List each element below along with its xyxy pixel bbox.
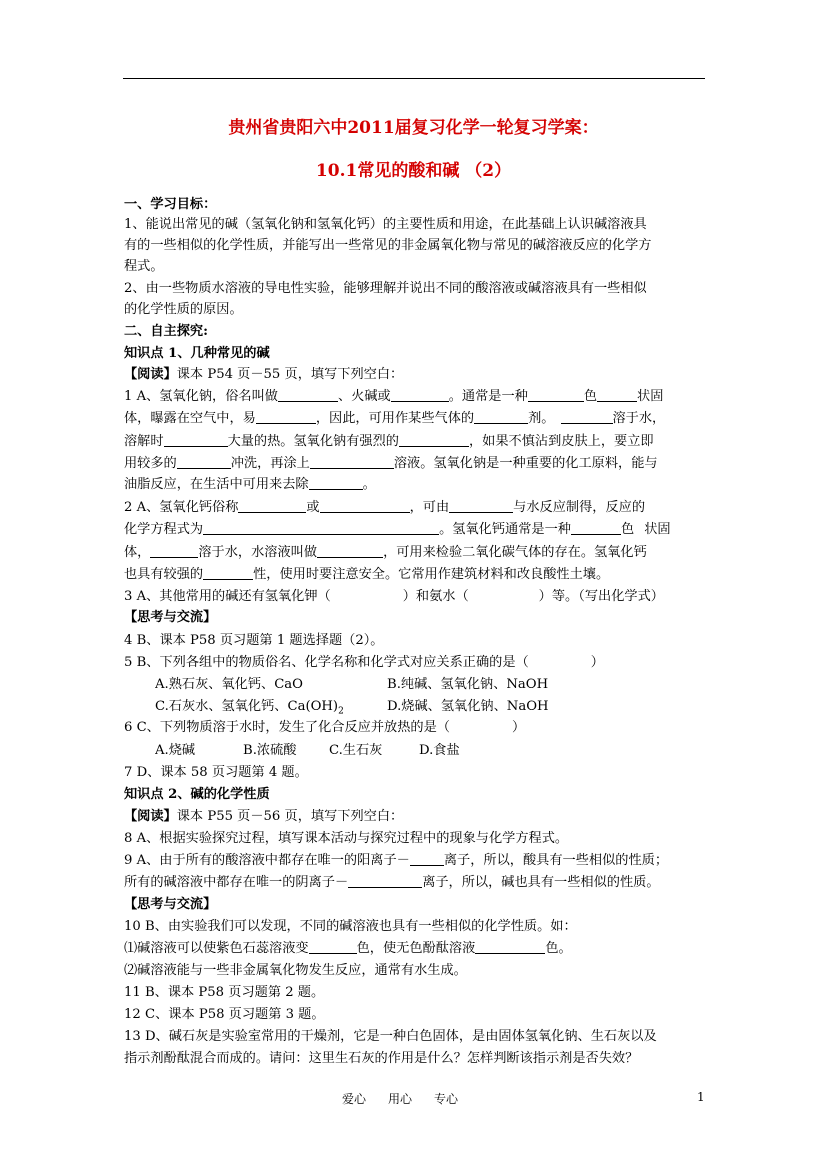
question-1-line-1: 1 A、氢氧化钠，俗名叫做 、火碱或 。通常是一种 色 状固 — [124, 389, 664, 404]
answer-blank[interactable] — [475, 941, 545, 954]
answer-blank[interactable] — [203, 522, 439, 535]
option-c[interactable]: C.石灰水、氢氧化钙、$Ca(OH)_2$ — [155, 699, 344, 717]
section-heading-goals: 一、学习目标： — [124, 197, 217, 212]
option-d[interactable]: D.食盐 — [419, 743, 460, 758]
answer-blank[interactable] — [238, 500, 306, 513]
answer-blank[interactable] — [410, 853, 444, 866]
option-d[interactable]: D.烧碱、氢氧化钠、NaOH — [387, 699, 549, 714]
question-2-line-2: 化学方程式为 。氢氧化钙通常是一种 色 状固 — [124, 522, 671, 537]
goal-line-5: 的化学性质的原因。 — [124, 302, 243, 317]
question-4: 4 B、课本 P58 页习题第 1 题选择题（2）。 — [124, 633, 384, 648]
answer-blank[interactable] — [348, 875, 422, 888]
answer-blank[interactable] — [164, 434, 228, 447]
question-9-line-2: 所有的碱溶液中都存在唯一的阴离子－ 离子，所以，碱也具有一些相似的性质。 — [124, 875, 660, 890]
section-heading-explore: 二、自主探究: — [124, 324, 208, 339]
think-tag-2: 【思考与交流】 — [124, 897, 217, 912]
question-3: 3 A、其他常用的碱还有氢氧化钾（ ）和氨水（ ）等。（写出化学式） — [124, 589, 664, 604]
read-tag: 【阅读】 — [124, 367, 177, 382]
question-1-line-3: 溶解时 大量的热。氢氧化钠有强烈的 ，如果不慎沾到皮肤上，要立即 — [124, 434, 654, 449]
answer-blank[interactable] — [309, 477, 363, 490]
question-12: 12 C、课本 P58 页习题第 3 题。 — [124, 1007, 325, 1022]
goal-line-3: 程式。 — [124, 259, 164, 274]
answer-blank[interactable] — [177, 456, 231, 469]
question-7: 7 D、课本 58 页习题第 4 题。 — [124, 765, 308, 780]
document-subtitle: 10.1常见的酸和碱 （2） — [315, 161, 512, 181]
question-10-stem: 10 B、由实验我们可以发现，不同的碱溶液也具有一些相似的化学性质。如： — [124, 919, 577, 934]
read-line-1: 【阅读】课本 P54 页－55 页，填写下列空白： — [124, 367, 404, 382]
question-1-line-4: 用较多的 冲洗，再涂上 溶液。氢氧化钠是一种重要的化工原料，能与 — [124, 456, 658, 471]
option-b[interactable]: B.纯碱、氢氧化钠、NaOH — [387, 677, 549, 692]
question-5-options-2 — [155, 695, 739, 717]
knowledge-point-1: 知识点 1、几种常见的碱 — [124, 346, 270, 361]
question-9-line-1: 9 A、由于所有的酸溶液中都存在唯一的阳离子－ 离子，所以，酸具有一些相似的性质； — [124, 853, 669, 868]
answer-blank[interactable] — [399, 434, 469, 447]
question-13-line-1: 13 D、碱石灰是实验室常用的干燥剂，它是一种白色固体，是由固体氢氧化钠、生石灰以及 — [124, 1029, 657, 1044]
question-2-line-1: 2 A、氢氧化钙俗称 或 ，可由 与水反应制得，反应的 — [124, 500, 646, 515]
answer-blank[interactable] — [449, 500, 513, 513]
option-c[interactable]: C.生石灰 — [329, 743, 383, 758]
answer-blank[interactable] — [571, 522, 621, 535]
question-6-stem: 6 C、下列物质溶于水时，发生了化合反应并放热的是（ ） — [124, 720, 526, 735]
option-a[interactable]: A.烧碱 — [155, 743, 196, 758]
question-6-options — [155, 739, 739, 758]
question-1-line-2: 体，曝露在空气中，易 ，因此，可用作某些气体的 剂。 溶于水， — [124, 411, 666, 426]
answer-blank[interactable] — [310, 456, 394, 469]
think-tag: 【思考与交流】 — [124, 610, 217, 625]
question-5-options-1 — [155, 673, 739, 692]
answer-blank[interactable] — [320, 500, 410, 513]
answer-blank[interactable] — [203, 567, 253, 580]
goal-line-2: 有的一些相似的化学性质，并能写出一些常见的非金属氧化物与常见的碱溶液反应的化学方 — [124, 238, 652, 253]
question-2-line-3: 体， 溶于水，水溶液叫做 ，可用来检验二氧化碳气体的存在。氢氧化钙 — [124, 545, 647, 560]
footer-motto: 爱心 用心 专心 — [342, 1092, 459, 1106]
document-title: 贵州省贵阳六中2011届复习化学一轮复习学案： — [228, 118, 599, 138]
option-a[interactable]: A.熟石灰、氧化钙、CaO — [155, 677, 303, 692]
goal-line-1: 1、能说出常见的碱（氢氧化钠和氢氧化钙）的主要性质和用途，在此基础上认识碱溶液具 — [124, 217, 647, 232]
answer-blank[interactable] — [309, 941, 357, 954]
knowledge-point-2: 知识点 2、碱的化学性质 — [124, 787, 270, 802]
question-10-part-1: ⑴碱溶液可以使紫色石蕊溶液变 色，使无色酚酞溶液 色。 — [124, 941, 572, 956]
answer-blank[interactable] — [597, 389, 637, 402]
answer-blank[interactable] — [561, 411, 613, 424]
answer-blank[interactable] — [528, 389, 584, 402]
answer-blank[interactable] — [256, 411, 316, 424]
question-8: 8 A、根据实验探究过程，填写课本活动与探究过程中的现象与化学方程式。 — [124, 831, 569, 846]
question-5-stem: 5 B、下列各组中的物质俗名、化学名称和化学式对应关系正确的是（ ） — [124, 655, 604, 670]
question-1-line-5: 油脂反应，在生活中可用来去除 。 — [124, 477, 376, 492]
header-rule — [123, 78, 705, 79]
question-2-line-4: 也具有较强的 性，使用时要注意安全。它常用作建筑材料和改良酸性土壤。 — [124, 567, 610, 582]
answer-blank[interactable] — [150, 545, 198, 558]
question-10-part-2: ⑵碱溶液能与一些非金属氧化物发生反应，通常有水生成。 — [124, 963, 467, 978]
page-number: 1 — [697, 1090, 705, 1104]
answer-blank[interactable] — [278, 389, 338, 402]
answer-blank[interactable] — [317, 545, 383, 558]
option-b[interactable]: B.浓硫酸 — [243, 743, 297, 758]
question-13-line-2: 指示剂酚酞混合而成的。请问：这里生石灰的作用是什么？怎样判断该指示剂是否失效？ — [124, 1051, 639, 1066]
answer-blank[interactable] — [391, 389, 449, 402]
question-11: 11 B、课本 P58 页习题第 2 题。 — [124, 985, 325, 1000]
goal-line-4: 2、由一些物质水溶液的导电性实验，能够理解并说出不同的酸溶液或碱溶液具有一些相似 — [124, 281, 647, 296]
read-line-2: 【阅读】课本 P55 页－56 页，填写下列空白： — [124, 809, 404, 824]
answer-blank[interactable] — [474, 411, 528, 424]
